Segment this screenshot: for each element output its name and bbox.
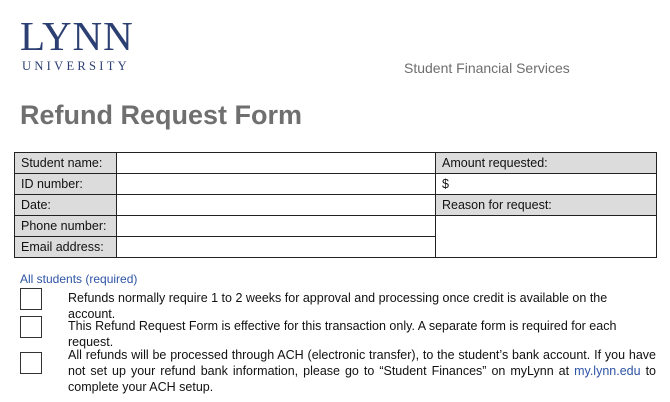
id-number-field[interactable] <box>117 174 436 195</box>
mylynn-link[interactable]: my.lynn.edu <box>574 364 641 378</box>
section-label: All students (required) <box>20 272 138 286</box>
acknowledgement-text: Refunds normally require 1 to 2 weeks for approval and processing once credit is available on the account. <box>68 291 608 321</box>
ach-text: All refunds will be processed through ACH (electronic transfer), to the student’s bank account. If you have not set up your refund bank information, please go to “Student Finances” on myLynn at <box>68 348 656 378</box>
acknowledgement-item <box>20 316 656 349</box>
logo-subtitle: UNIVERSITY <box>22 59 130 73</box>
email-address-field[interactable] <box>117 237 436 258</box>
ach-text-end: to complete your ACH setup. <box>68 364 656 394</box>
date-label: Date: <box>15 195 117 216</box>
acknowledgement-text <box>68 347 656 395</box>
student-info-table <box>14 152 657 258</box>
acknowledgement-item <box>20 348 656 400</box>
lynn-university-logo <box>20 13 134 73</box>
date-field[interactable] <box>117 195 436 216</box>
acknowledgement-checkbox[interactable] <box>20 352 42 374</box>
reason-for-request-label: Reason for request: <box>436 195 657 216</box>
logo-wordmark: LYNN <box>20 13 134 59</box>
amount-requested-label: Amount requested: <box>436 153 657 174</box>
acknowledgement-text: This Refund Request Form is effective for this transaction only. A separate form is required for each request. <box>68 319 617 349</box>
acknowledgement-checkbox[interactable] <box>20 288 42 310</box>
department-name: Student Financial Services <box>404 60 570 76</box>
amount-requested-field[interactable] <box>436 174 657 195</box>
email-address-label: Email address: <box>15 237 117 258</box>
form-title: Refund Request Form <box>20 100 303 130</box>
acknowledgement-item <box>20 288 656 321</box>
id-number-label: ID number: <box>15 174 117 195</box>
student-name-field[interactable] <box>117 153 436 174</box>
phone-number-field[interactable] <box>117 216 436 237</box>
currency-symbol: $ <box>442 177 449 191</box>
student-name-label: Student name: <box>15 153 117 174</box>
reason-for-request-field[interactable] <box>436 216 657 258</box>
acknowledgement-checkbox[interactable] <box>20 316 42 338</box>
phone-number-label: Phone number: <box>15 216 117 237</box>
